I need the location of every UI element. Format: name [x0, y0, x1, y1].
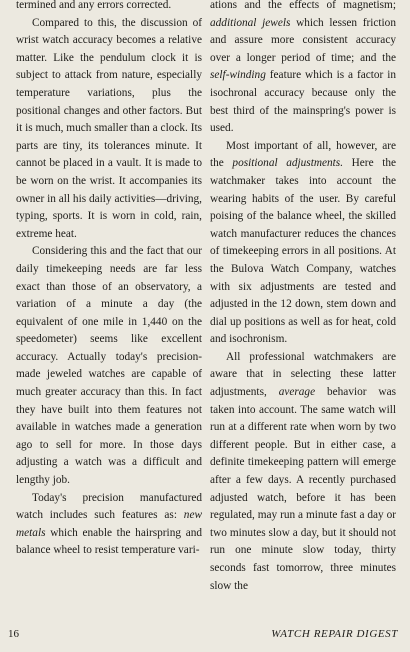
paragraph [210, 349, 396, 595]
publication-title: WATCH REPAIR DIGEST [271, 628, 398, 640]
text-run: behavior was taken into account. The same watch will run at a different rate when worn by two different people. But in either case, a definite timekeeping pattern will emerge after a few days. A recently purchased adjusted watch, before it has been regulated, may run a minute fast a day or two minutes slow a day, but it should not run one minute slow today, thirty seconds fast tomorrow, three minutes slow the [210, 386, 396, 592]
page-footer [0, 626, 410, 646]
italic-phrase: positional adjustments. [232, 157, 344, 170]
paragraph [16, 0, 202, 15]
right-column [210, 0, 396, 595]
italic-phrase: new metals [16, 509, 202, 539]
italic-phrase: additional jewels [210, 16, 291, 29]
text-run: All professional watchmakers are aware that in selecting these latter adjustments, [210, 350, 396, 399]
paragraph [16, 15, 202, 244]
text-run: Considering this and the fact that our daily timekeeping needs are far less exact than those of an observatory, a variation of a minute a day (the equivalent of one mile in 1,440 on the speedometer) seems like excellent accuracy. Actually today's precision-made jeweled watches are capable of much greater accuracy than this. In fact they have built into them features not available in watches made a generation ago to sell for more. In those days adjusting a watch was a difficult and lengthy job. [16, 245, 202, 487]
text-run: which enable the hairspring and balance wheel to resist temperature vari- [16, 526, 202, 557]
text-run: Most important of all, however, are the [210, 139, 396, 170]
italic-phrase: average [278, 386, 316, 399]
text-run: Today's precision manufactured watch includes such features as: [16, 491, 202, 522]
paragraph [16, 243, 202, 489]
text-run: Here the watchmaker takes into account the wearing habits of the user. By careful poising of the balance wheel, the skilled watch manufacturer reduces the chances of timekeeping errors in all positions. At the Bulova Watch Company, watches with six adjustments are tested and adjusted in the 12 down, stem down and dial up positions as well as for heat, cold and isochronism. [210, 157, 396, 346]
text-run: termined and any errors corrected. [16, 0, 172, 11]
italic-phrase: self-winding [210, 69, 266, 82]
text-run: which lessen friction and assure more consistent accuracy over a longer period of time; and the [210, 16, 396, 64]
paragraph [210, 138, 396, 349]
left-column [16, 0, 202, 560]
paragraph [16, 490, 202, 560]
text-run: Compared to this, the discussion of wrist watch accuracy becomes a relative matter. Like the pendulum clock it is subject to attack from nature, especially temperature variations, plus the positional changes and other factors. But it is much, much smaller than a clock. Its parts are tiny, its tolerances minute. It cannot be placed in a vault. It is made to be worn on the wrist. It accompanies its owner in all his daily activities—driving, typing, sports. It is worn in cold, rain, extreme heat. [16, 16, 202, 240]
text-run: feature which is a factor in isochronal accuracy because only the best third of the mainspring's power is used. [210, 69, 396, 135]
page-number: 16 [8, 628, 19, 640]
paragraph [210, 0, 396, 138]
text-run: ations and the effects of magnetism; [210, 0, 396, 11]
